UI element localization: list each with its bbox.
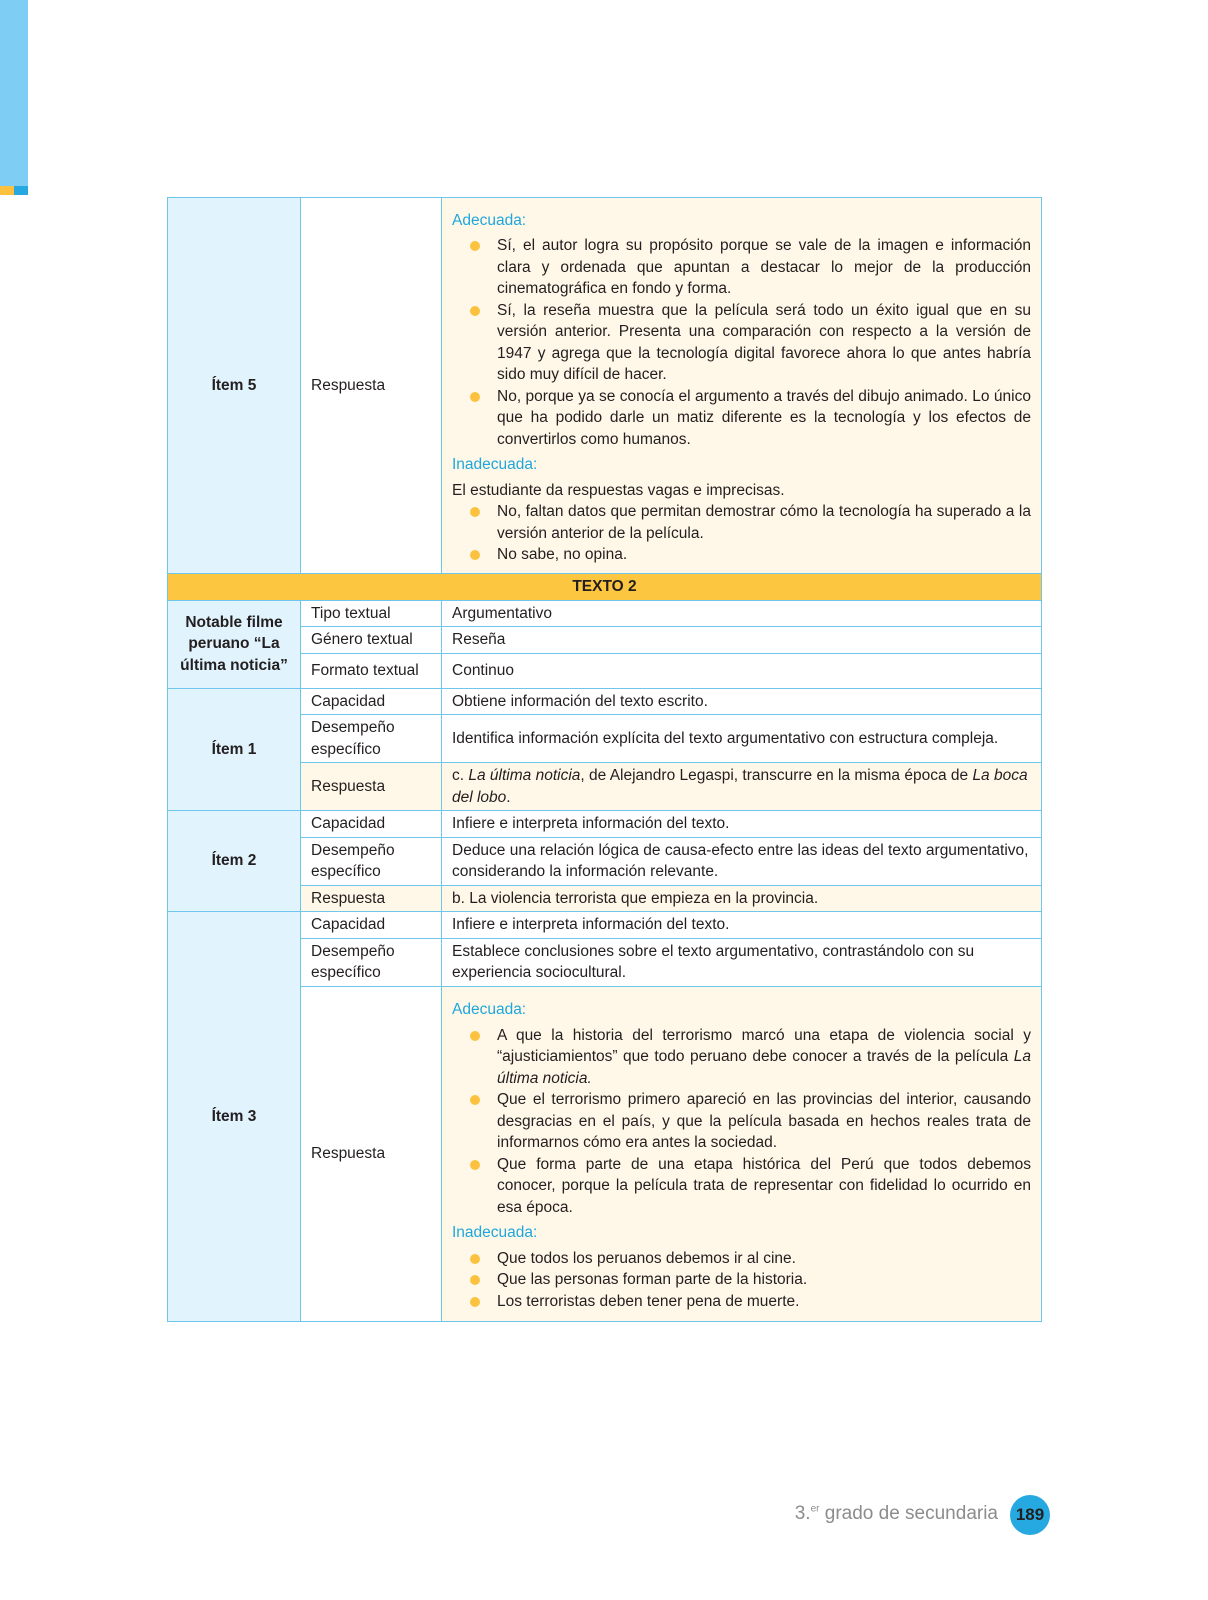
list-item: Sí, la reseña muestra que la película será todo un éxito igual que en su versión anterior. Presenta una comparación con respecto a la versión de 1947 y agrega que la tecnología digital favorece ahora lo que antes habría sido muy difícil de hacer.: [452, 300, 1031, 386]
respuesta-text: , de Alejandro Legaspi, transcurre en la misma época de: [580, 767, 973, 784]
item5-inadecuada-list: [452, 501, 1031, 566]
grade-ordinal: er: [810, 1503, 820, 1515]
item3-row: [168, 912, 1042, 939]
list-item: Sí, el autor logra su propósito porque se vale de la imagen e información clara y ordenada que apuntan a destacar lo mejor de la producción cinematográfica en fondo y forma.: [452, 235, 1031, 300]
side-tab-yellow-accent: [0, 186, 14, 195]
list-item: Que el terrorismo primero apareció en las provincias del interior, causando desgracias en el país, y que la película basada en hechos reales trata de informarnos cómo era antes la sociedad.: [452, 1089, 1031, 1154]
page-footer: [790, 1495, 1050, 1535]
respuesta-end: .: [506, 788, 511, 806]
item5-label: Ítem 5: [168, 198, 301, 574]
film-title: La última noticia: [468, 767, 581, 784]
texto2-banner: TEXTO 2: [168, 574, 1042, 601]
list-item-text: A que la historia del terrorismo marcó una etapa de violencia social y “ajusticiamientos” que todo peruano debe conocer a través de la película: [497, 1026, 1031, 1065]
item3-adecuada-list: [452, 1025, 1031, 1219]
item1-label: Ítem 1: [168, 688, 301, 811]
side-tab-blue-accent: [14, 186, 28, 195]
list-item: [452, 1025, 1031, 1090]
item5-inadecuada-label: Inadecuada:: [452, 456, 538, 473]
item3-adecuada-label: Adecuada:: [452, 1001, 527, 1018]
list-item: No, faltan datos que permitan demostrar cómo la tecnología ha superado a la versión anterior de la película.: [452, 501, 1031, 544]
side-color-tab: [0, 0, 28, 186]
item2-respuesta-label: Respuesta: [301, 885, 442, 912]
texto2-title: Notable filme peruano “La última noticia”: [168, 600, 301, 688]
list-item: Los terroristas deben tener pena de muerte.: [452, 1291, 1031, 1313]
formato-textual-value: Continuo: [442, 653, 1042, 688]
film-title: La boca del lobo: [452, 767, 1028, 806]
item2-capacidad-label: Capacidad: [301, 811, 442, 838]
item3-inadecuada-list: [452, 1248, 1031, 1313]
genero-textual-label: Género textual: [301, 627, 442, 654]
item1-row: [168, 688, 1042, 715]
item1-desempeno: Identifica información explícita del texto argumentativo con estructura compleja.: [442, 715, 1042, 763]
page-number: 189: [1010, 1495, 1050, 1535]
item3-desempeno: Establece conclusiones sobre el texto argumentativo, contrastándolo con su experiencia sociocultural.: [442, 938, 1042, 986]
item3-capacidad-label: Capacidad: [301, 912, 442, 939]
item2-label: Ítem 2: [168, 811, 301, 912]
film-title: La última noticia.: [497, 1048, 1031, 1087]
item3-label: Ítem 3: [168, 912, 301, 1322]
item5-inadecuada-intro: El estudiante da respuestas vagas e imprecisas.: [452, 481, 785, 499]
item1-capacidad-label: Capacidad: [301, 688, 442, 715]
list-item: Que todos los peruanos debemos ir al cine.: [452, 1248, 1031, 1270]
item5-adecuada-label: Adecuada:: [452, 211, 527, 229]
formato-textual-label: Formato textual: [301, 653, 442, 688]
grade-label: [795, 1503, 998, 1525]
list-item: No sabe, no opina.: [452, 544, 1031, 566]
texto2-row: [168, 600, 1042, 627]
evaluation-table: [167, 197, 1042, 1322]
respuesta-prefix: c.: [452, 767, 469, 784]
item5-respuesta-cell: [442, 198, 1042, 574]
genero-textual-value: Reseña: [442, 627, 1042, 654]
item2-respuesta: b. La violencia terrorista que empieza en la provincia.: [442, 885, 1042, 912]
grade-text: grado de secundaria: [819, 1503, 998, 1524]
item2-desempeno-label: Desempeño específico: [301, 837, 442, 885]
item2-row: [168, 811, 1042, 838]
item2-desempeno: Deduce una relación lógica de causa-efecto entre las ideas del texto argumentativo, considerando la información relevante.: [442, 837, 1042, 885]
item2-capacidad: Infiere e interpreta información del texto.: [442, 811, 1042, 838]
item1-respuesta-label: Respuesta: [301, 763, 442, 811]
item1-capacidad: Obtiene información del texto escrito.: [442, 688, 1042, 715]
item1-desempeno-label: Desempeño específico: [301, 715, 442, 763]
item3-capacidad: Infiere e interpreta información del texto.: [442, 912, 1042, 939]
tipo-textual-value: Argumentativo: [442, 600, 1042, 627]
list-item: Que forma parte de una etapa histórica del Perú que todos debemos conocer, porque la película trata de representar con fidelidad lo ocurrido en esa época.: [452, 1154, 1031, 1219]
item3-desempeno-label: Desempeño específico: [301, 938, 442, 986]
item5-respuesta-label: Respuesta: [301, 198, 442, 574]
grade-number: 3.: [794, 1503, 811, 1524]
list-item: No, porque ya se conocía el argumento a través del dibujo animado. Lo único que ha podido darle un matiz diferente es la tecnología y los efectos de convertirlos como humanos.: [452, 386, 1031, 451]
list-item: Que las personas forman parte de la historia.: [452, 1269, 1031, 1291]
texto2-banner-row: [168, 574, 1042, 601]
item3-respuesta-label: Respuesta: [301, 986, 442, 1321]
item5-adecuada-list: [452, 235, 1031, 450]
item3-inadecuada-label: Inadecuada:: [452, 1224, 538, 1241]
tipo-textual-label: Tipo textual: [301, 600, 442, 627]
item1-respuesta: [442, 763, 1042, 811]
item3-respuesta-cell: [442, 986, 1042, 1321]
item5-row: [168, 198, 1042, 574]
